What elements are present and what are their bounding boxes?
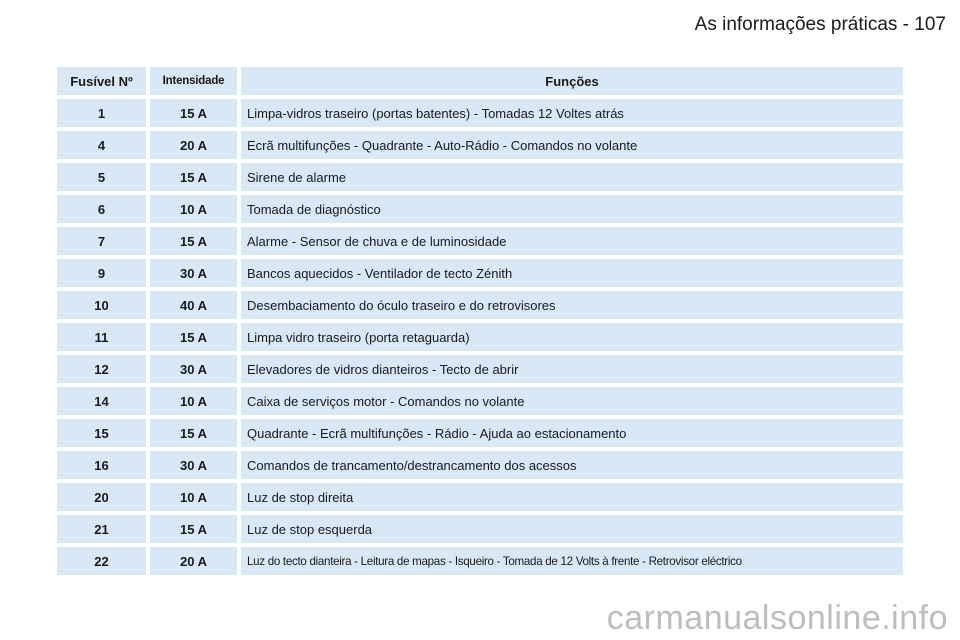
table-row xyxy=(57,355,903,383)
fuse-amperage: 20 A xyxy=(150,547,237,575)
fuse-amperage: 30 A xyxy=(150,355,237,383)
fuse-amperage: 15 A xyxy=(150,515,237,543)
column-header-intensity: Intensidade xyxy=(150,67,237,95)
table-row xyxy=(57,451,903,479)
fuse-number: 9 xyxy=(57,259,146,287)
fuse-amperage: 15 A xyxy=(150,227,237,255)
fuse-function: Luz do tecto dianteira - Leitura de mapas - Isqueiro - Tomada de 12 Volts à frente - Retrovisor eléctrico xyxy=(241,547,903,575)
fuse-number: 7 xyxy=(57,227,146,255)
fuse-function: Caixa de serviços motor - Comandos no volante xyxy=(241,387,903,415)
fuse-number: 16 xyxy=(57,451,146,479)
fuse-function: Bancos aquecidos - Ventilador de tecto Zénith xyxy=(241,259,903,287)
fuse-function: Quadrante - Ecrã multifunções - Rádio - Ajuda ao estacionamento xyxy=(241,419,903,447)
fuse-function: Luz de stop direita xyxy=(241,483,903,511)
table-row xyxy=(57,99,903,127)
fuse-number: 10 xyxy=(57,291,146,319)
table-row xyxy=(57,419,903,447)
fuse-number: 14 xyxy=(57,387,146,415)
fuse-number: 4 xyxy=(57,131,146,159)
table-row xyxy=(57,291,903,319)
fuse-amperage: 30 A xyxy=(150,259,237,287)
fuse-amperage: 10 A xyxy=(150,483,237,511)
fuse-function: Ecrã multifunções - Quadrante - Auto-Rádio - Comandos no volante xyxy=(241,131,903,159)
fuse-amperage: 10 A xyxy=(150,195,237,223)
fuse-amperage: 20 A xyxy=(150,131,237,159)
fuse-table xyxy=(57,67,903,575)
fuse-number: 11 xyxy=(57,323,146,351)
fuse-function: Tomada de diagnóstico xyxy=(241,195,903,223)
table-row xyxy=(57,547,903,575)
fuse-number: 21 xyxy=(57,515,146,543)
fuse-function: Elevadores de vidros dianteiros - Tecto de abrir xyxy=(241,355,903,383)
fuse-amperage: 40 A xyxy=(150,291,237,319)
table-row xyxy=(57,195,903,223)
fuse-number: 15 xyxy=(57,419,146,447)
fuse-number: 1 xyxy=(57,99,146,127)
fuse-number: 6 xyxy=(57,195,146,223)
page-title: As informações práticas - 107 xyxy=(694,14,946,35)
fuse-function: Limpa vidro traseiro (porta retaguarda) xyxy=(241,323,903,351)
table-row xyxy=(57,483,903,511)
fuse-number: 20 xyxy=(57,483,146,511)
fuse-amperage: 15 A xyxy=(150,99,237,127)
table-row xyxy=(57,323,903,351)
fuse-function: Sirene de alarme xyxy=(241,163,903,191)
table-row xyxy=(57,131,903,159)
fuse-amperage: 30 A xyxy=(150,451,237,479)
fuse-number: 22 xyxy=(57,547,146,575)
table-row xyxy=(57,515,903,543)
table-header-row xyxy=(57,67,903,95)
table-row xyxy=(57,227,903,255)
table-row xyxy=(57,387,903,415)
fuse-amperage: 15 A xyxy=(150,163,237,191)
fuse-function: Desembaciamento do óculo traseiro e do retrovisores xyxy=(241,291,903,319)
column-header-fuse: Fusível Nº xyxy=(57,67,146,95)
table-row xyxy=(57,163,903,191)
fuse-function: Alarme - Sensor de chuva e de luminosidade xyxy=(241,227,903,255)
fuse-amperage: 15 A xyxy=(150,419,237,447)
fuse-function: Comandos de trancamento/destrancamento dos acessos xyxy=(241,451,903,479)
fuse-number: 5 xyxy=(57,163,146,191)
fuse-function: Limpa-vidros traseiro (portas batentes) - Tomadas 12 Voltes atrás xyxy=(241,99,903,127)
fuse-number: 12 xyxy=(57,355,146,383)
fuse-amperage: 15 A xyxy=(150,323,237,351)
watermark: carmanualsonline.info xyxy=(606,599,948,637)
column-header-functions: Funções xyxy=(241,67,903,95)
fuse-amperage: 10 A xyxy=(150,387,237,415)
fuse-function: Luz de stop esquerda xyxy=(241,515,903,543)
table-row xyxy=(57,259,903,287)
